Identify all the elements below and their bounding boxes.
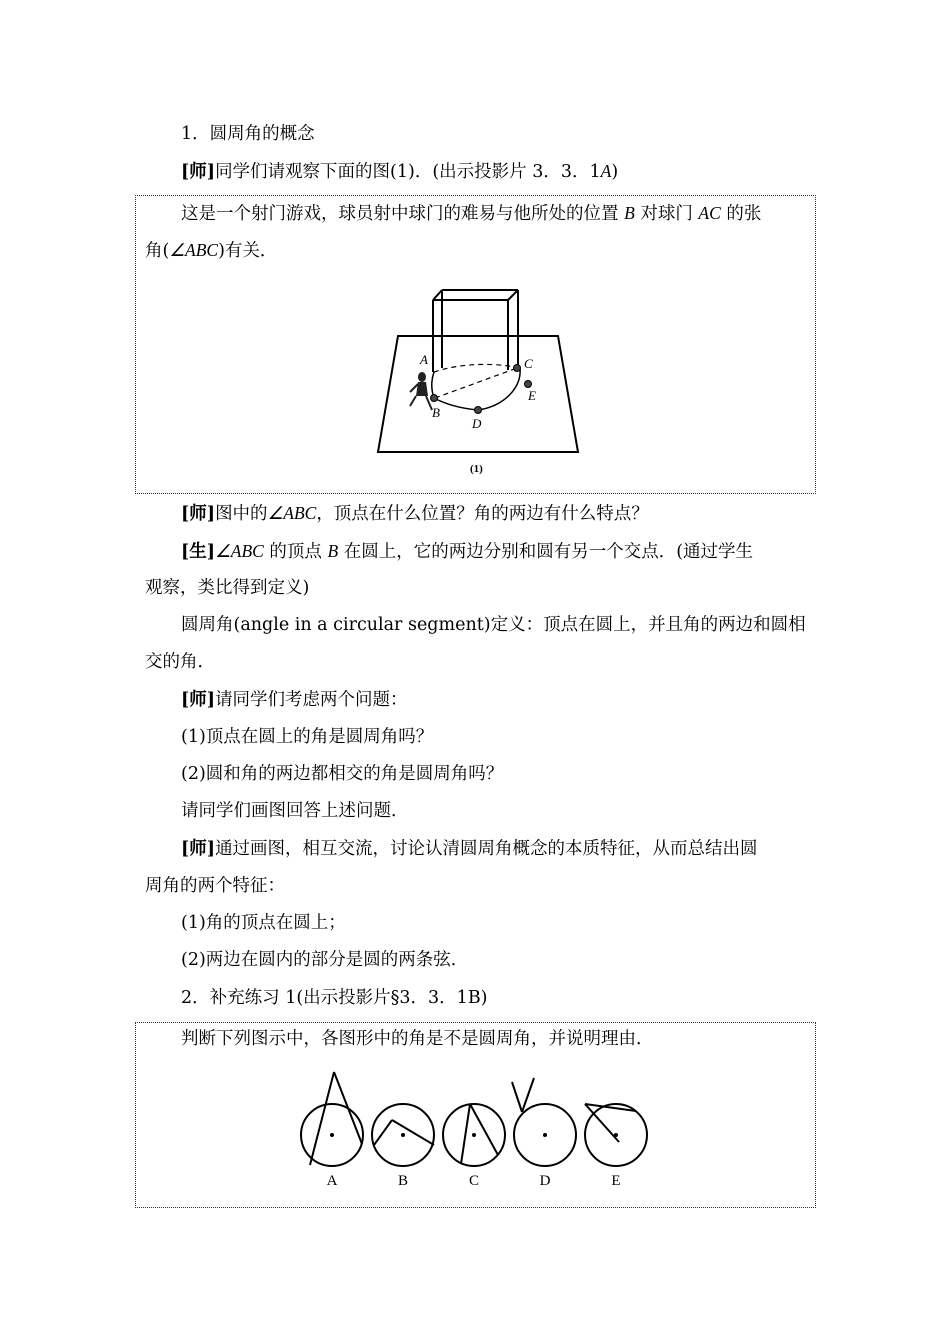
paragraph-text: 的顶点 — [263, 542, 328, 562]
goal-game-figure — [370, 280, 585, 480]
box-text: 角( — [145, 241, 170, 261]
center-dot-d — [543, 1133, 547, 1137]
ground-plane — [378, 336, 578, 452]
teacher-tag: [师] — [181, 690, 216, 710]
italic-letter: B — [624, 203, 635, 223]
definition-line-1: 圆周角(angle in a circular segment)定义：顶点在圆上，并且角的两边和圆相 — [181, 615, 806, 635]
question-2: (2)圆和角的两边都相交的角是圆周角吗？ — [181, 764, 504, 784]
circle-figure-d — [512, 1078, 576, 1166]
feature-1: (1)角的顶点在圆上； — [181, 913, 346, 933]
teacher-tag: [师] — [181, 162, 216, 182]
label-b: B — [432, 405, 440, 420]
figure-label-d: D — [539, 1173, 551, 1189]
center-dot-b — [401, 1133, 405, 1137]
box1-line-1 — [181, 201, 761, 226]
circle-front — [432, 368, 520, 410]
section-title: 补充练习 1(出示投影片§3．3．1B) — [209, 988, 488, 1008]
box-text: 对球门 — [634, 204, 699, 224]
section-1-heading — [181, 122, 315, 146]
student-line-2: 观察，类比得到定义) — [145, 578, 310, 598]
italic-letter: A — [600, 161, 612, 181]
teacher-tag: [师] — [181, 839, 216, 859]
section-number: 2． — [181, 988, 210, 1008]
center-dot-e — [614, 1133, 618, 1137]
italic-letter: AC — [698, 203, 721, 223]
point-d — [475, 407, 482, 414]
angle-exercise-figure — [290, 1062, 660, 1192]
italic-letter: B — [327, 541, 339, 561]
definition-line-2: 交的角． — [145, 652, 215, 672]
paragraph-text: ) — [611, 162, 619, 182]
point-e — [525, 381, 532, 388]
teacher-line-2 — [181, 501, 649, 526]
angle-symbol: ∠ABC — [169, 240, 219, 260]
question-1: (1)顶点在圆上的角是圆周角吗？ — [181, 727, 434, 747]
label-a: A — [420, 352, 428, 367]
sight-line-bc — [435, 368, 517, 398]
point-c — [514, 365, 521, 372]
section-number: 1． — [181, 124, 210, 144]
figure-label-c: C — [468, 1173, 480, 1189]
label-d: D — [472, 416, 482, 431]
goal-frame — [433, 290, 518, 372]
student-tag: [生] — [181, 542, 216, 562]
figure-label-a: A — [326, 1173, 338, 1189]
teacher-line-1 — [181, 159, 618, 184]
angle-symbol: ∠ABC — [215, 541, 264, 561]
teacher-tag: [师] — [181, 504, 216, 524]
teacher-line-4 — [181, 837, 758, 861]
feature-2: (2)两边在圆内的部分是圆的两条弦． — [181, 950, 469, 970]
section-2-heading — [181, 986, 488, 1010]
figure-label-b: B — [397, 1173, 409, 1189]
figure-label-e: E — [611, 1173, 621, 1189]
figure-caption: (1) — [470, 463, 483, 475]
box-text: )有关． — [218, 241, 278, 261]
student-line — [181, 539, 753, 564]
paragraph-text: 通过画图，相互交流，讨论认清圆周角概念的本质特征，从而总结出圆 — [215, 839, 758, 859]
exercise-prompt: 判断下列图示中，各图形中的角是不是圆周角，并说明理由． — [181, 1029, 654, 1049]
box-text: 这是一个射门游戏，球员射中球门的难易与他所处的位置 — [181, 204, 625, 224]
instruction-line: 请同学们画图回答上述问题． — [181, 801, 409, 821]
paragraph-text: 图中的 — [215, 504, 268, 524]
box-text: 的张 — [720, 204, 762, 224]
label-c: C — [524, 356, 533, 371]
box1-line-2 — [145, 238, 277, 263]
paragraph-text: 同学们请观察下面的图(1)．(出示投影片 3．3．1 — [215, 162, 601, 182]
angle-symbol: ∠ABC — [267, 503, 317, 523]
paragraph-text: 在圆上，它的两边分别和圆有另一个交点．(通过学生 — [338, 542, 754, 562]
paragraph-text: ，顶点在什么位置？角的两边有什么特点？ — [316, 504, 649, 524]
paragraph-text: 请同学们考虑两个问题： — [215, 690, 408, 710]
center-dot-c — [472, 1133, 476, 1137]
point-b — [431, 395, 438, 402]
circle-figure-a — [301, 1072, 363, 1166]
section-title: 圆周角的概念 — [209, 124, 315, 144]
teacher-line-4b: 周角的两个特征： — [145, 876, 285, 896]
teacher-line-3 — [181, 688, 408, 712]
player-figure — [410, 372, 432, 410]
center-dot-a — [330, 1133, 334, 1137]
label-e: E — [528, 388, 536, 403]
